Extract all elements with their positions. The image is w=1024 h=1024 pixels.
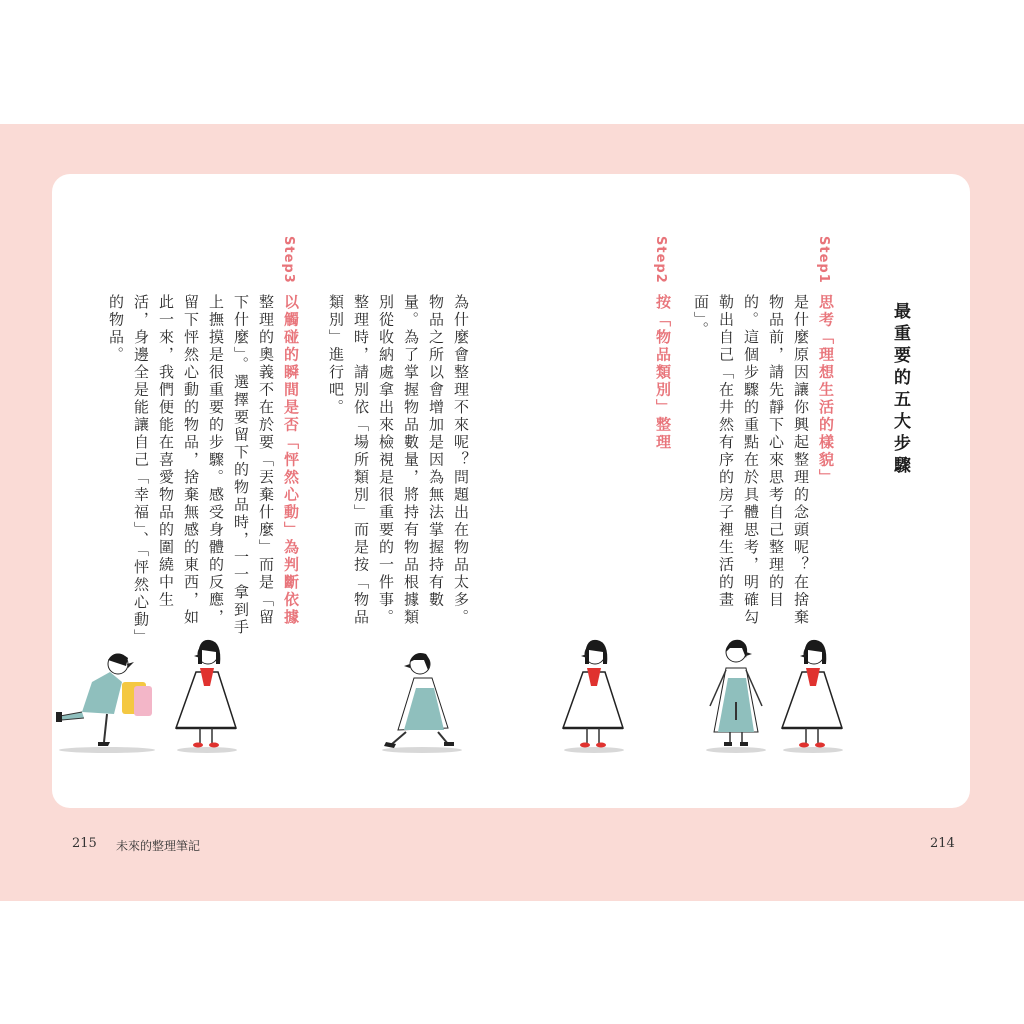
girl-sorting-clothes-illustration xyxy=(52,642,162,754)
step2-label: Step2 xyxy=(653,236,668,284)
left-page-number: 215 xyxy=(72,836,97,851)
step3-body xyxy=(103,294,278,647)
step2-line-4: 別從收納處拿出來檢視是很重要的一件事。 xyxy=(377,294,395,627)
step3-label: Step3 xyxy=(281,236,296,284)
step3-line-7: 的物品。 xyxy=(107,294,125,364)
step2-line-6: 類別」進行吧。 xyxy=(327,294,345,417)
step3-line-2: 下什麼」。選擇要留下的物品時，一一拿到手 xyxy=(232,294,250,637)
girl-walking-illustration xyxy=(374,648,470,754)
running-title: 未來的整理筆記 xyxy=(116,839,201,853)
step2-line-1: 為什麼會整理不來呢？問題出在物品太多。 xyxy=(452,294,470,627)
step1-line-2: 物品前，請先靜下心來思考自己整理的目 xyxy=(767,294,785,609)
step3-line-3: 上撫摸是很重要的步驟。感受身體的反應， xyxy=(207,294,225,627)
step1-line-1: 是什麼原因讓你興起整理的念頭呢？在捨棄 xyxy=(792,294,810,627)
content-card xyxy=(52,174,970,808)
step3-line-5: 此一來，我們便能在喜愛物品的圍繞中生 xyxy=(157,294,175,609)
step3-line-4: 留下怦然心動的物品，捨棄無感的東西，如 xyxy=(182,294,200,627)
book-spread xyxy=(0,124,1024,901)
step1-heading: 思考「理想生活的樣貌」 xyxy=(817,294,835,487)
girl-standing-illustration xyxy=(557,634,631,754)
girl-standing-illustration xyxy=(776,634,850,754)
step2-heading: 按「物品類別」整理 xyxy=(654,294,672,452)
step1-line-4: 勒出自己「在井然有序的房子裡生活的畫 xyxy=(717,294,735,609)
girl-standing-illustration xyxy=(170,634,244,754)
step2-body xyxy=(323,294,473,627)
right-page-number: 214 xyxy=(930,836,955,851)
step1-line-5: 面」。 xyxy=(692,294,710,339)
section-title: 最重要的五大步驟 xyxy=(890,302,910,478)
step1-body xyxy=(688,294,813,627)
step3-heading: 以觸碰的瞬間是否「怦然心動」為判斷依據 xyxy=(282,294,300,627)
step2-line-5: 整理時，請別依「場所類別」而是按「物品 xyxy=(352,294,370,627)
step3-line-1: 整理的奧義不在於要「丟棄什麼」而是「留 xyxy=(257,294,275,627)
step1-line-3: 的。這個步驟的重點在於具體思考，明確勾 xyxy=(742,294,760,627)
step3-line-6: 活，身邊全是能讓自己「幸福」、「怦然心動」 xyxy=(132,294,150,647)
step1-label: Step1 xyxy=(816,236,831,284)
step2-line-2: 物品之所以會增加是因為無法掌握持有數 xyxy=(427,294,445,609)
girl-in-apron-illustration xyxy=(700,636,772,754)
step2-line-3: 量。為了掌握物品數量，將持有物品根據類 xyxy=(402,294,420,627)
